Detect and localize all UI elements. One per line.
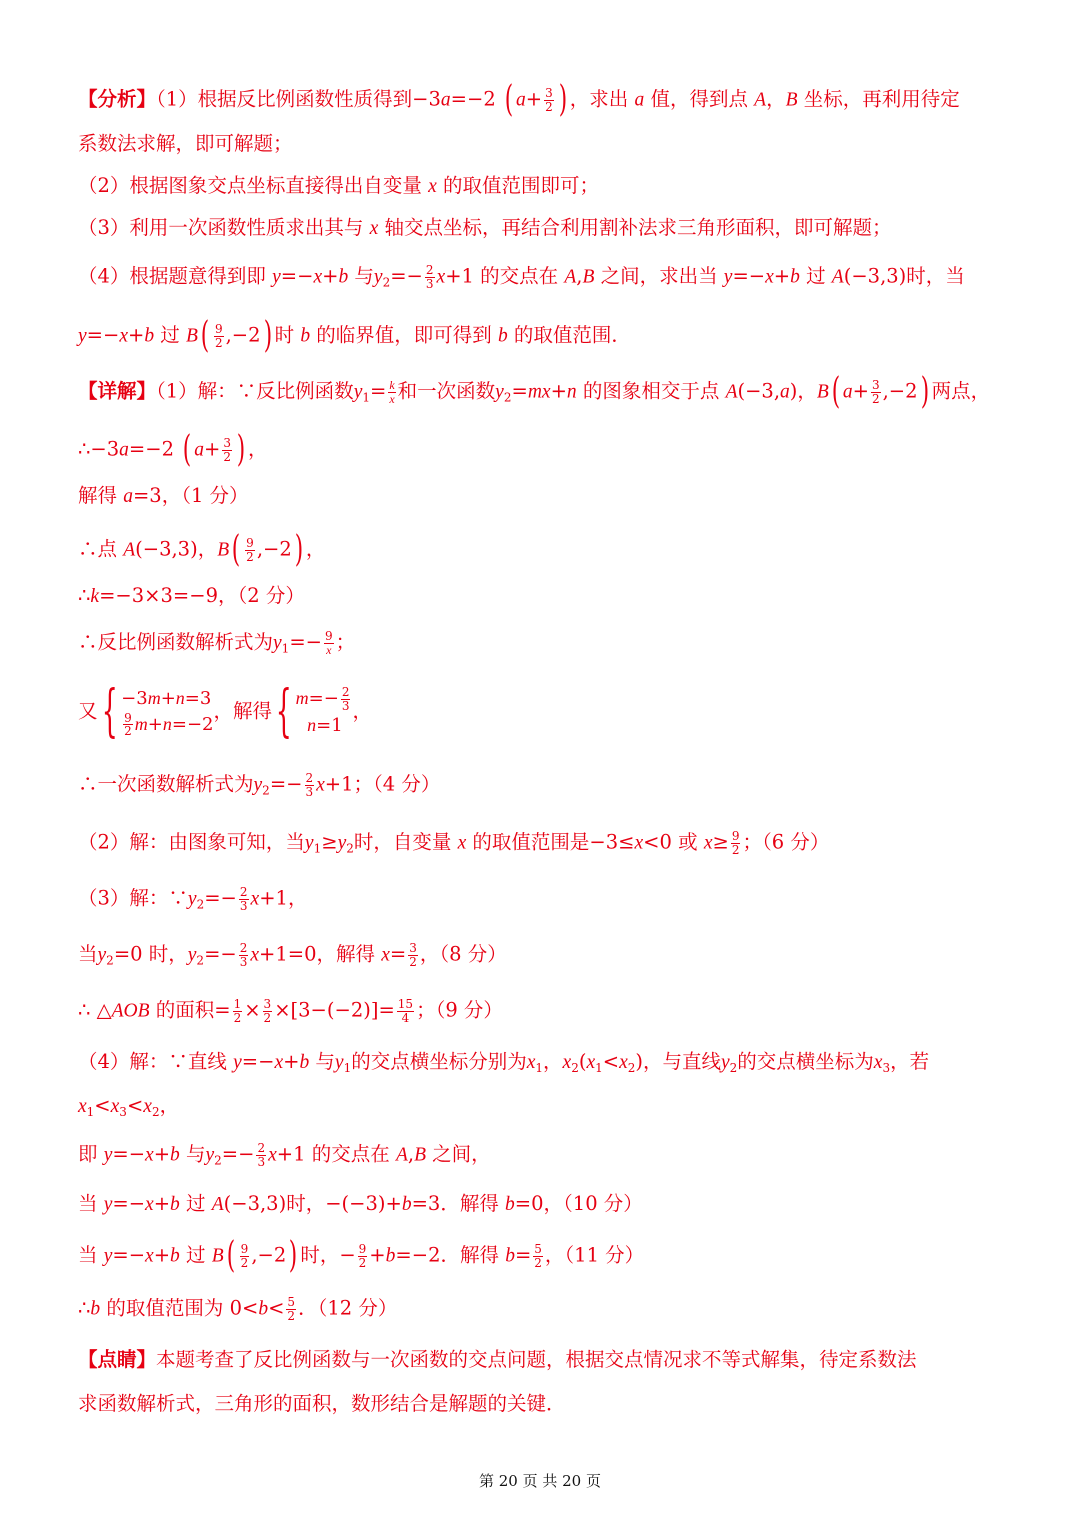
detail-line-17: 当 y=−x+b 过 B( $\frac{9}{2}$ ,−2) 时，− $\frac{9}{2}$ +b=−2．解得 b= $\frac{5}{2}$ ，（11 分）	[78, 1235, 645, 1276]
comment-line-2: 求函数解析式，三角形的面积，数形结合是解题的关键．	[78, 1392, 566, 1415]
detail-line-2: ∴−3a=−2 ( a+ $\frac{3}{2}$ ) ，	[78, 429, 268, 470]
analysis-line-4: （3）利用一次函数性质求出其与 x 轴交点坐标，再结合利用割补法求三角形面积，即可解题；	[78, 216, 892, 239]
comment-heading: 【点睛】	[78, 1348, 157, 1371]
detail-line-4: ∴点 A(−3,3)，B( $\frac{9}{2}$ ,−2) ，	[78, 529, 326, 570]
detail-line-3: 解得 a=3，（1 分）	[78, 484, 249, 507]
detail-line-10: （3）解：$\because y_2=-$ $\frac{2}{3}$ x+1，	[78, 885, 308, 913]
analysis-line-6: y=−x+b 过 B( $\frac{9}{2}$ ,−2) 时 b 的临界值，即可得到 b 的取值范围．	[78, 315, 631, 356]
detail-line-7: 又{ −3m+n=3 $\frac{9}{2}$ m+n=−2 ，解得{ m=− $\frac{2}{3}$ n=1 ，	[78, 679, 372, 744]
analysis-line-1: 【分析】（1）根据反比例函数性质得到−3a=−2 ( a+ $\frac{3}{2}$ ) ，求出 a 值，得到点 A，B 坐标，再利用待定	[78, 79, 960, 120]
detail-line-5: ∴k=−3×3=−9，（2 分）	[78, 584, 305, 607]
analysis-line-3: （2）根据图象交点坐标直接得出自变量 x 的取值范围即可；	[78, 174, 599, 197]
detail-heading: 【详解】	[78, 379, 157, 403]
page-footer: 第 20 页 共 20 页	[478, 1472, 601, 1490]
detail-line-14: $x_1<x_3<x_2$，	[78, 1094, 180, 1119]
detail-line-13: （4）解：∵直线 y=−x+b 与$y_1$的交点横坐标分别为$x_1$，$x_2(x_1<x_2)$，与直线$y_2$的交点横坐标为$x_3$，若	[78, 1050, 930, 1075]
detail-line-11: 当$y_2=0$ 时，$y_2=-$ $\frac{2}{3}$ x+1=0，解得 x= $\frac{3}{2}$ ，（8 分）	[78, 941, 507, 969]
analysis-line-5: （4）根据题意得到即 y=−x+b 与$y_2=-$ $\frac{2}{3}$ x+1 的交点在 A,B 之间，求出当 y=−x+b 过 A(−3,3)时，当	[78, 263, 965, 291]
detail-line-9: （2）解：由图象可知，当$y_1\ge y_2$时，自变量 x 的取值范围是−3≤x<0 或 x≥ $\frac{9}{2}$ ；（6 分）	[78, 829, 830, 857]
detail-line-1: 【详解】（1）解：∵反比例函数$y_1=$ $\frac{k}{x}$ 和一次函数$y_2=mx+n$ 的图象相交于点 A(−3,a)，B( a+ $\frac{3}{2}$ ,−2) 两点，	[78, 371, 991, 412]
detail-line-8: ∴一次函数解析式为$y_2=-$ $\frac{2}{3}$ x+1；（4 分）	[78, 771, 441, 799]
analysis-heading: 【分析】	[78, 87, 157, 111]
comment-text-1: 本题考查了反比例函数与一次函数的交点问题，根据交点情况求不等式解集，待定系数法	[156, 1348, 917, 1371]
detail-line-18: ∴b 的取值范围为 0<b< $\frac{5}{2}$ ．（12 分）	[78, 1295, 398, 1323]
detail-line-12: ∴ △AOB 的面积= $\frac{1}{2}$ × $\frac{3}{2}$ ×[3−(−2)]= $\frac{15}{4}$ ；（9 分）	[78, 997, 503, 1025]
detail-line-16: 当 y=−x+b 过 A(−3,3)时，−(−3)+b=3．解得 b=0，（10 分）	[78, 1192, 643, 1215]
comment-line-1	[78, 1350, 917, 1370]
analysis-line-2: 系数法求解，即可解题；	[78, 132, 293, 155]
detail-line-6: ∴反比例函数解析式为$y_1=-$ $\frac{9}{x}$ ；	[78, 629, 356, 657]
detail-line-15: 即 y=−x+b 与$y_2=-$ $\frac{2}{3}$ x+1 的交点在 A,B 之间，	[78, 1141, 491, 1169]
